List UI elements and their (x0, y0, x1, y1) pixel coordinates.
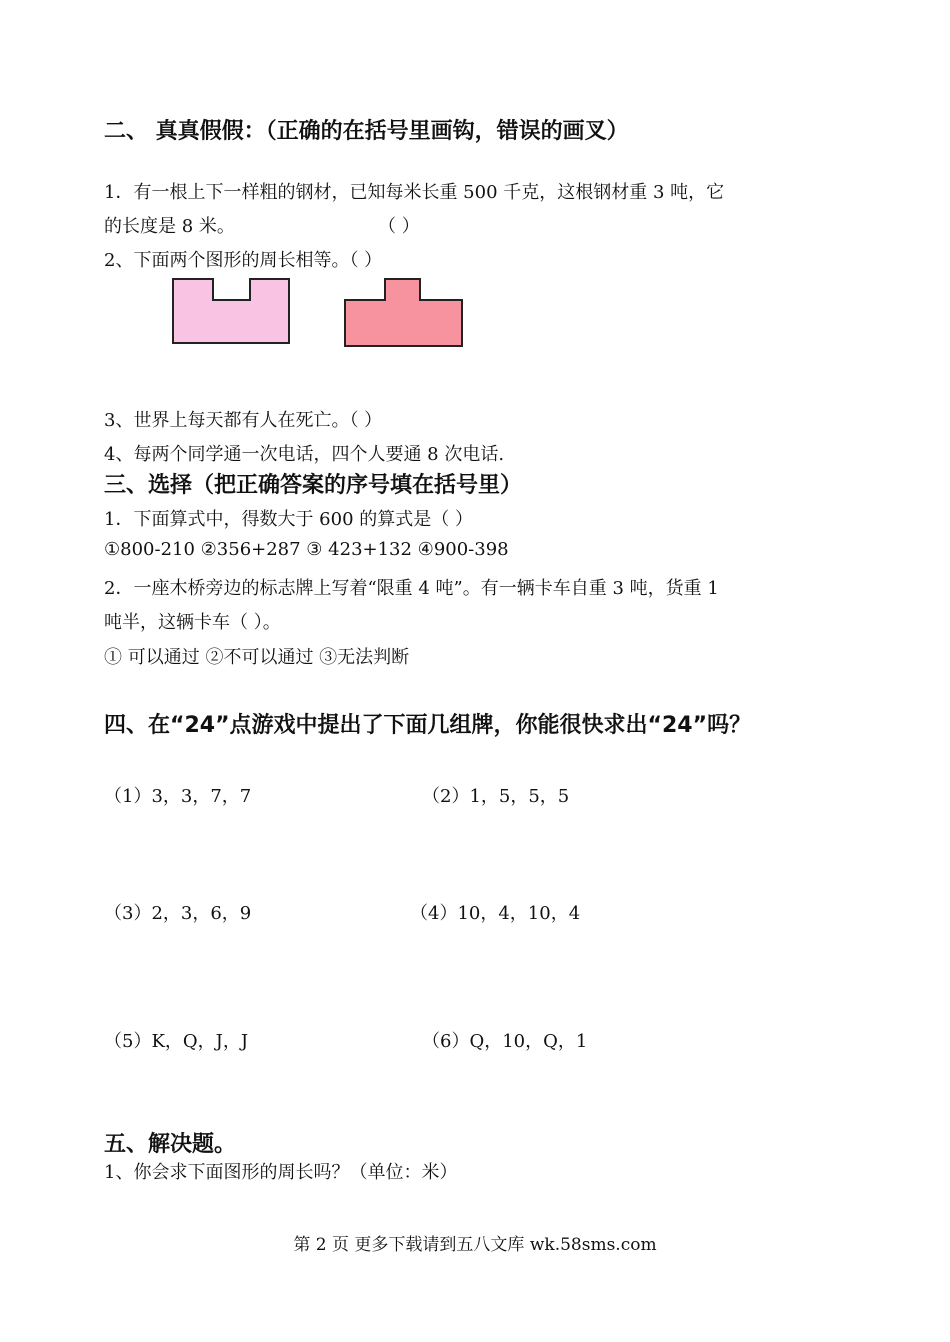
section2-q1-answer-paren: （ ） (378, 216, 420, 237)
section2-q1-line2: 的长度是 8 米。 (104, 216, 235, 237)
section3-q2-line2: 吨半，这辆卡车（ ）。 (104, 612, 281, 633)
stepped-rectangle-shape (345, 279, 462, 346)
section5-heading: 五、解决题。 (104, 1132, 237, 1157)
page-footer: 第 2 页 更多下载请到五八文库 wk.58sms.com (293, 1235, 657, 1255)
card-group-4: （4）10，4，10，4 (410, 903, 581, 924)
section5-q1: 1、你会求下面图形的周长吗？（单位：米） (104, 1162, 458, 1183)
section2-q3: 3、世界上每天都有人在死亡。（ ） (104, 410, 383, 431)
section3-q1-options: ①800-210 ②356+287 ③ 423+132 ④900-398 (104, 539, 509, 560)
section4-heading: 四、在“24”点游戏中提出了下面几组牌，你能很快求出“24”吗？ (104, 713, 752, 738)
section3-q2-line1: 2．一座木桥旁边的标志牌上写着“限重 4 吨”。有一辆卡车自重 3 吨，货重 1 (104, 578, 719, 599)
section2-q2: 2、下面两个图形的周长相等。（ ） (104, 250, 383, 271)
card-group-6: （6）Q，10，Q，1 (422, 1031, 588, 1052)
card-group-5: （5）K，Q，J，J (104, 1031, 249, 1052)
section2-q4: 4、每两个同学通一次电话，四个人要通 8 次电话. (104, 444, 505, 465)
section3-q1: 1．下面算式中，得数大于 600 的算式是（ ） (104, 509, 473, 530)
card-group-2: （2）1，5，5，5 (422, 786, 570, 807)
section2-heading: 二、 真真假假：（正确的在括号里画钩，错误的画叉） (104, 119, 629, 144)
section3-q2-options: ① 可以通过 ②不可以通过 ③无法判断 (104, 647, 410, 668)
card-group-1: （1）3，3，7，7 (104, 786, 252, 807)
section3-heading: 三、选择（把正确答案的序号填在括号里） (104, 473, 523, 498)
notched-rectangle-shape (173, 279, 289, 343)
card-group-3: （3）2，3，6，9 (104, 903, 252, 924)
section2-q1-line1: 1．有一根上下一样粗的钢材，已知每米长重 500 千克，这根钢材重 3 吨，它 (104, 182, 725, 203)
